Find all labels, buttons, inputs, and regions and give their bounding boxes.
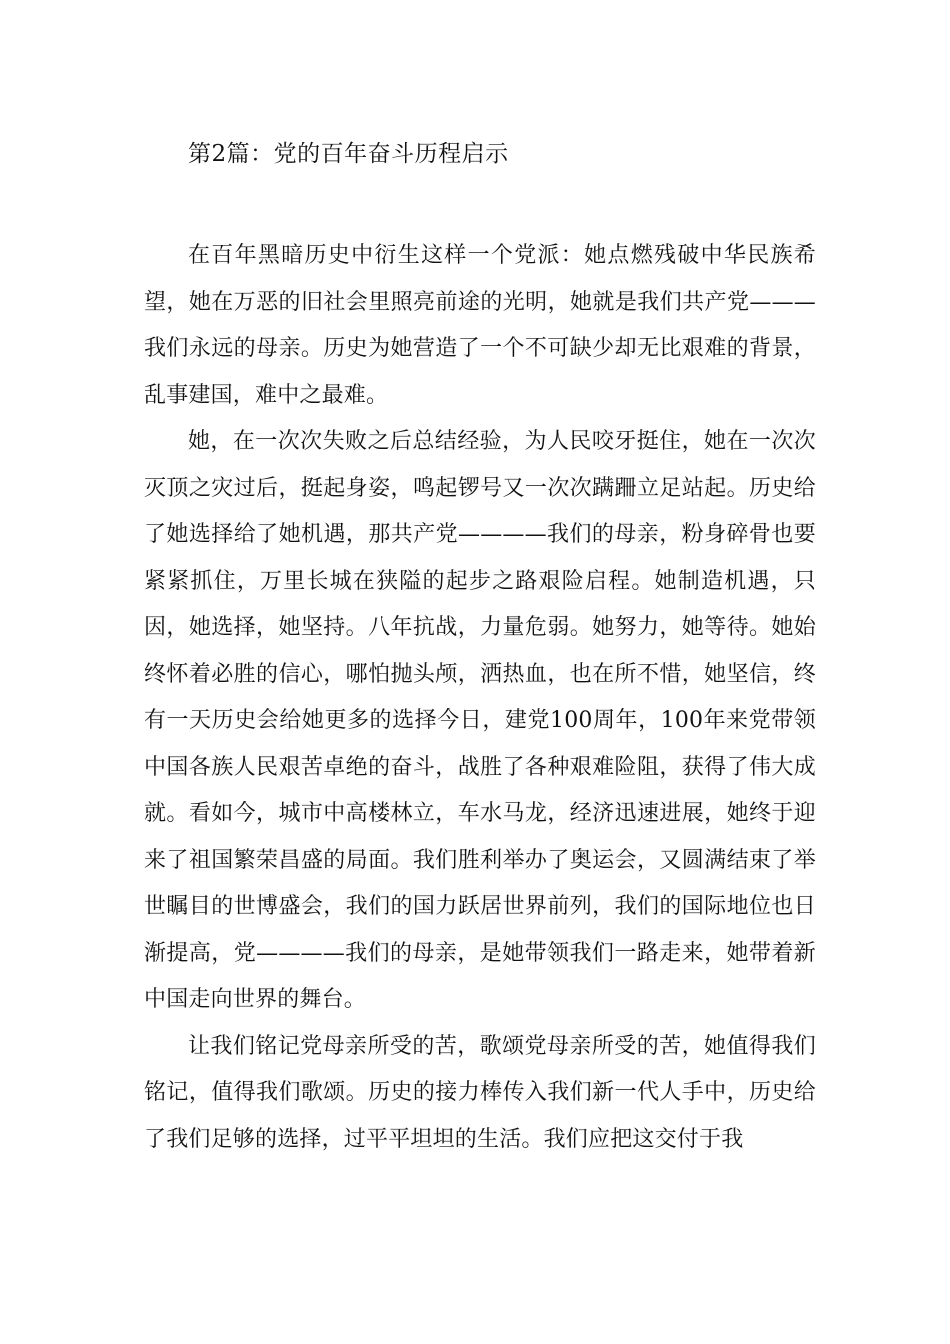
paragraph-3: 让我们铭记党母亲所受的苦，歌颂党母亲所受的苦，她值得我们铭记，值得我们歌颂。历史的接力棒传入我们新一代人手中，历史给了我们足够的选择，过平平坦坦的生活。我们应把这交付于我: [144, 1033, 816, 1152]
paragraph-1: 在百年黑暗历史中衍生这样一个党派：她点燃残破中华民族希望，她在万恶的旧社会里照亮前途的光明，她就是我们共产党———我们永远的母亲。历史为她营造了一个不可缺少却无比艰难的背景，乱事建国，难中之最难。: [144, 243, 816, 408]
document-title: 第2篇：党的百年奋斗历程启示: [188, 141, 509, 167]
paragraph-2: 她，在一次次失败之后总结经验，为人民咬牙挺住，她在一次次灭顶之灾过后，挺起身姿，鸣起锣号又一次次蹒跚立足站起。历史给了她选择给了她机遇，那共产党————我们的母亲，粉身碎骨也要紧紧抓住，万里长城在狭隘的起步之路艰险启程。她制造机遇，只因，她选择，她坚持。八年抗战，力量危弱。她努力，她等待。她始终怀着必胜的信心，哪怕抛头颅，洒热血，也在所不惜，她坚信，终有一天历史会给她更多的选择今日，建党100周年，100年来党带领中国各族人民艰苦卓绝的奋斗，战胜了各种艰难险阻，获得了伟大成就。看如今，城市中高楼林立，车水马龙，经济迅速进展，她终于迎来了祖国繁荣昌盛的局面。我们胜利举办了奥运会，又圆满结束了举世瞩目的世博盛会，我们的国力跃居世界前列，我们的国际地位也日渐提高，党————我们的母亲，是她带领我们一路走来，她带着新中国走向世界的舞台。: [144, 429, 816, 1012]
document-body: [144, 233, 816, 1163]
